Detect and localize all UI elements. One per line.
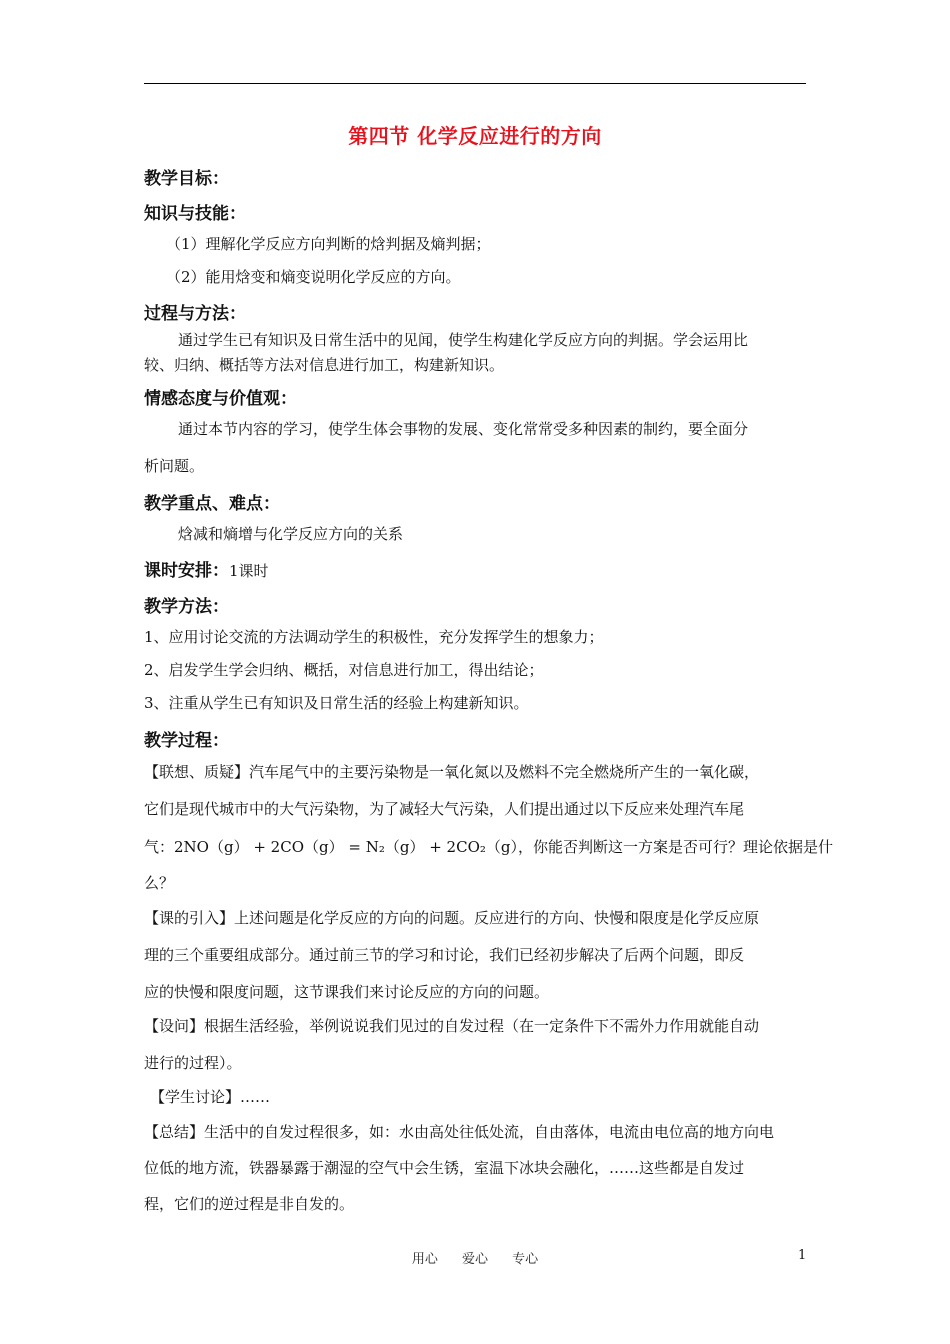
teaching-process-heading: 教学过程：: [144, 731, 229, 751]
key-points-text: 焓减和熵增与化学反应方向的关系: [178, 525, 404, 543]
question-line: 进行的过程）。: [144, 1054, 242, 1072]
question-text: 根据生活经验，举例说说我们见过的自发过程（在一定条件下不需外力作用就能自动: [204, 1017, 760, 1035]
page-number: 1: [798, 1248, 807, 1263]
intro-line: 应的快慢和限度问题，这节课我们来讨论反应的方向的问题。: [144, 983, 550, 1001]
teaching-goals-heading: 教学目标：: [144, 169, 229, 189]
summary-text: 生活中的自发过程很多，如：水由高处往低处流，自由落体，电流由电位高的地方向电: [204, 1123, 775, 1141]
schedule-value: 1课时: [229, 562, 269, 580]
discussion-line: 【学生讨论】……: [150, 1088, 271, 1106]
process-text-line: 通过学生已有知识及日常生活中的见闻，使学生构建化学反应方向的判据。学会运用比: [178, 331, 749, 349]
schedule-label: 课时安排：: [144, 561, 229, 581]
process-text-line: 较、归纳、概括等方法对信息进行加工，构建新知识。: [144, 356, 505, 374]
knowledge-item: （1）理解化学反应方向判断的焓判据及熵判据；: [166, 235, 491, 253]
summary-line: [144, 1122, 774, 1142]
question-label: 【设问】: [144, 1017, 205, 1035]
intro-line: 理的三个重要组成部分。通过前三节的学习和讨论，我们已经初步解决了后两个问题，即反: [144, 946, 745, 964]
knowledge-item: （2）能用焓变和熵变说明化学反应的方向。: [166, 268, 461, 286]
lianxiang-line: 气：2NO（g） + 2CO（g） = N₂（g） + 2CO₂（g），你能否判断这一方案是否可行？理论依据是什: [144, 838, 833, 856]
footer-item: 专心: [512, 1252, 539, 1267]
methods-item: 2、启发学生学会归纳、概括，对信息进行加工，得出结论；: [144, 661, 544, 679]
methods-item: 3、注重从学生已有知识及日常生活的经验上构建新知识。: [144, 694, 529, 712]
question-line: [144, 1016, 759, 1036]
page-footer: [0, 1248, 950, 1267]
process-heading: 过程与方法：: [144, 304, 246, 324]
intro-line: [144, 908, 759, 928]
key-points-heading: 教学重点、难点：: [144, 494, 280, 514]
footer-item: 用心: [411, 1252, 438, 1267]
intro-label: 【课的引入】: [144, 909, 235, 927]
summary-line: 程，它们的逆过程是非自发的。: [144, 1195, 355, 1213]
lianxiang-text: 汽车尾气中的主要污染物是一氧化氮以及燃料不完全燃烧所产生的一氧化碳，: [249, 763, 760, 781]
summary-label: 【总结】: [144, 1123, 205, 1141]
knowledge-heading: 知识与技能：: [144, 204, 246, 224]
schedule-heading: [144, 556, 269, 581]
emotion-text-line: 通过本节内容的学习，使学生体会事物的发展、变化常常受多种因素的制约，要全面分: [178, 420, 749, 438]
footer-item: 爱心: [461, 1252, 488, 1267]
emotion-text-line: 析问题。: [144, 457, 205, 475]
lianxiang-line: [144, 762, 759, 782]
page-title: 第四节 化学反应进行的方向: [348, 124, 602, 148]
methods-item: 1、应用讨论交流的方法调动学生的积极性，充分发挥学生的想象力；: [144, 628, 604, 646]
lianxiang-line: 它们是现代城市中的大气污染物，为了减轻大气污染，人们提出通过以下反应来处理汽车尾: [144, 800, 745, 818]
emotion-heading: 情感态度与价值观：: [144, 389, 297, 409]
methods-heading: 教学方法：: [144, 597, 229, 617]
lianxiang-label: 【联想、质疑】: [144, 763, 250, 781]
summary-line: 位低的地方流，铁器暴露于潮湿的空气中会生锈，室温下冰块会融化，……这些都是自发过: [144, 1159, 745, 1177]
lianxiang-line: 么？: [144, 874, 175, 892]
header-rule: [144, 83, 806, 84]
intro-text: 上述问题是化学反应的方向的问题。反应进行的方向、快慢和限度是化学反应原: [234, 909, 760, 927]
